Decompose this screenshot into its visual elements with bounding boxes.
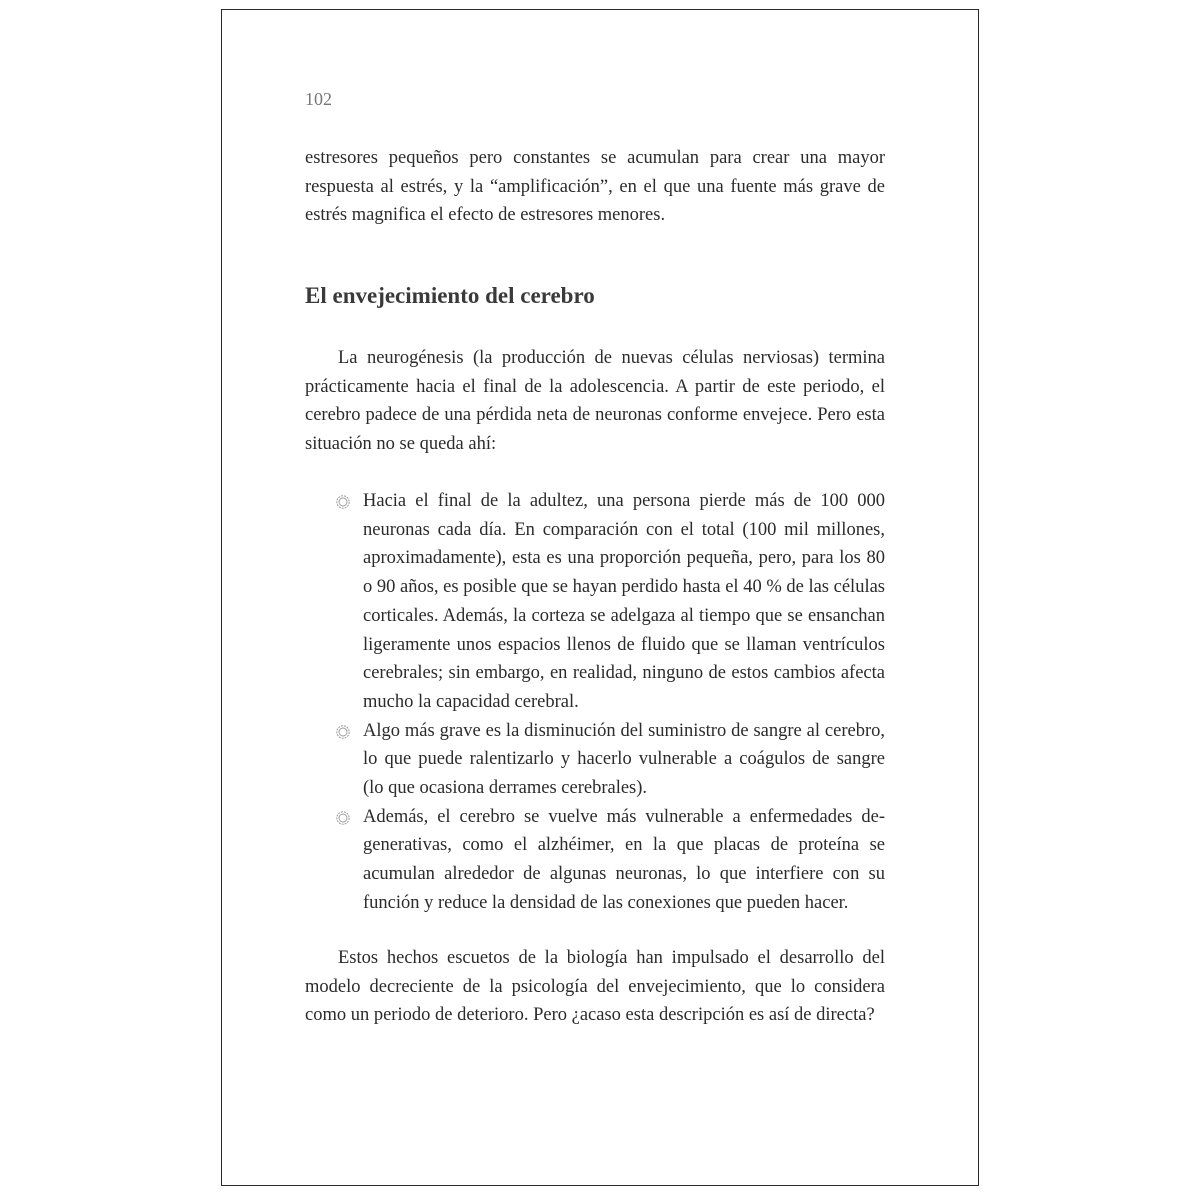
gear-ring-bullet-icon [335,810,351,826]
closing-paragraph: Estos hechos escuetos de la biología han impulsado el desarrollo del modelo decreciente de la psicología del envejecimiento, que lo considera como un periodo de deterioro. Pero ¿acaso esta descripción es así de directa? [305,948,885,1026]
list-item-text: Hacia el final de la adultez, una persona pierde más de 100 000 neuronas cada día. En comparación con el total (100 mil millones, aproximadamente), esta es una proporción pequeña, pero, para los 80 o 90 años, es posible que se hayan perdido hasta el 40 % de las células corticales. Además, la corteza se adelgaza al tiempo que se ensanchan ligeramente unos espacios llenos de fluido que se llaman ventrículos cerebrales; sin embargo, en realidad, ninguno de estos cambios afecta mucho la capacidad cerebral. [363,491,885,712]
intro-paragraph: estresores pequeños pero constantes se acumulan para crear una mayor respuesta al estrés, y la “amplificación”, en el que una fuente más grave de estrés magnifica el efecto de estresores menores. [305,148,885,226]
bullet-list [305,487,885,918]
list-item [305,803,885,918]
list-item-text: Algo más grave es la disminución del suministro de sangre al cerebro, lo que puede ralentizarlo y hacerlo vulnerable a coágulos de sangre (lo que ocasiona derrames cerebrales). [363,720,885,799]
gear-ring-bullet-icon [335,494,351,510]
page-number: 102 [305,89,332,109]
list-item-text: Además, el cerebro se vuelve más vulnerable a enfermedades degenerativas, como el alzhéimer, en la que placas de proteína se acumulan alrededor de algunas neuronas, lo que interfiere con su función y reduce la densidad de las conexiones que pueden hacer. [363,806,885,913]
body-paragraph: La neurogénesis (la producción de nuevas células nerviosas) termina prácticamente hacia el final de la adolescencia. A partir de este periodo, el cerebro padece de una pérdida neta de neuronas conforme envejece. Pero esta situación no se queda ahí: [305,348,885,455]
list-item [305,487,885,717]
gear-ring-bullet-icon [335,724,351,740]
section-heading: El envejecimiento del cerebro [305,283,595,308]
list-item [305,717,885,803]
